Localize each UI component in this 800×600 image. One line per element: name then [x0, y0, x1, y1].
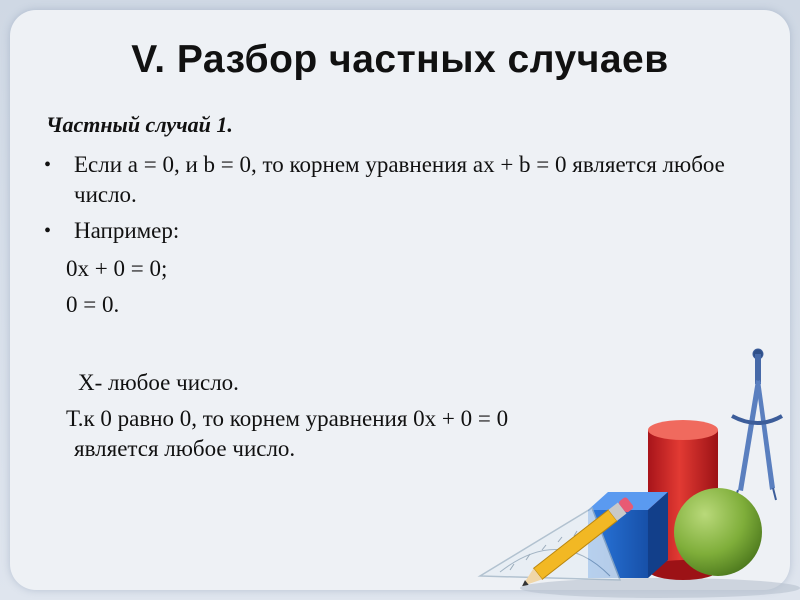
- bullet-text: Например:: [74, 218, 180, 243]
- bullet-item-condition: [44, 150, 774, 210]
- conclusion-line-1: Т.к 0 равно 0, то корнем уравнения 0x + 0 = 0: [66, 406, 509, 431]
- example-line-1: 0x + 0 = 0;: [66, 256, 168, 281]
- case-subtitle: Частный случай 1.: [46, 112, 233, 137]
- compass-icon: [732, 349, 782, 502]
- geometry-illustration: [470, 340, 800, 600]
- result-line: X- любое число.: [78, 370, 239, 395]
- bullet-icon: •: [44, 220, 52, 242]
- example-line-2: 0 = 0.: [66, 292, 120, 317]
- green-sphere: [674, 488, 762, 576]
- conclusion-line-2: является любое число.: [74, 436, 296, 461]
- slide-title: V. Разбор частных случаев: [131, 38, 669, 81]
- bullet-icon: •: [44, 154, 52, 176]
- bullet-item-example: [44, 216, 774, 246]
- bullet-text: Если a = 0, и b = 0, то корнем уравнения ax + b = 0 является любое число.: [74, 152, 725, 207]
